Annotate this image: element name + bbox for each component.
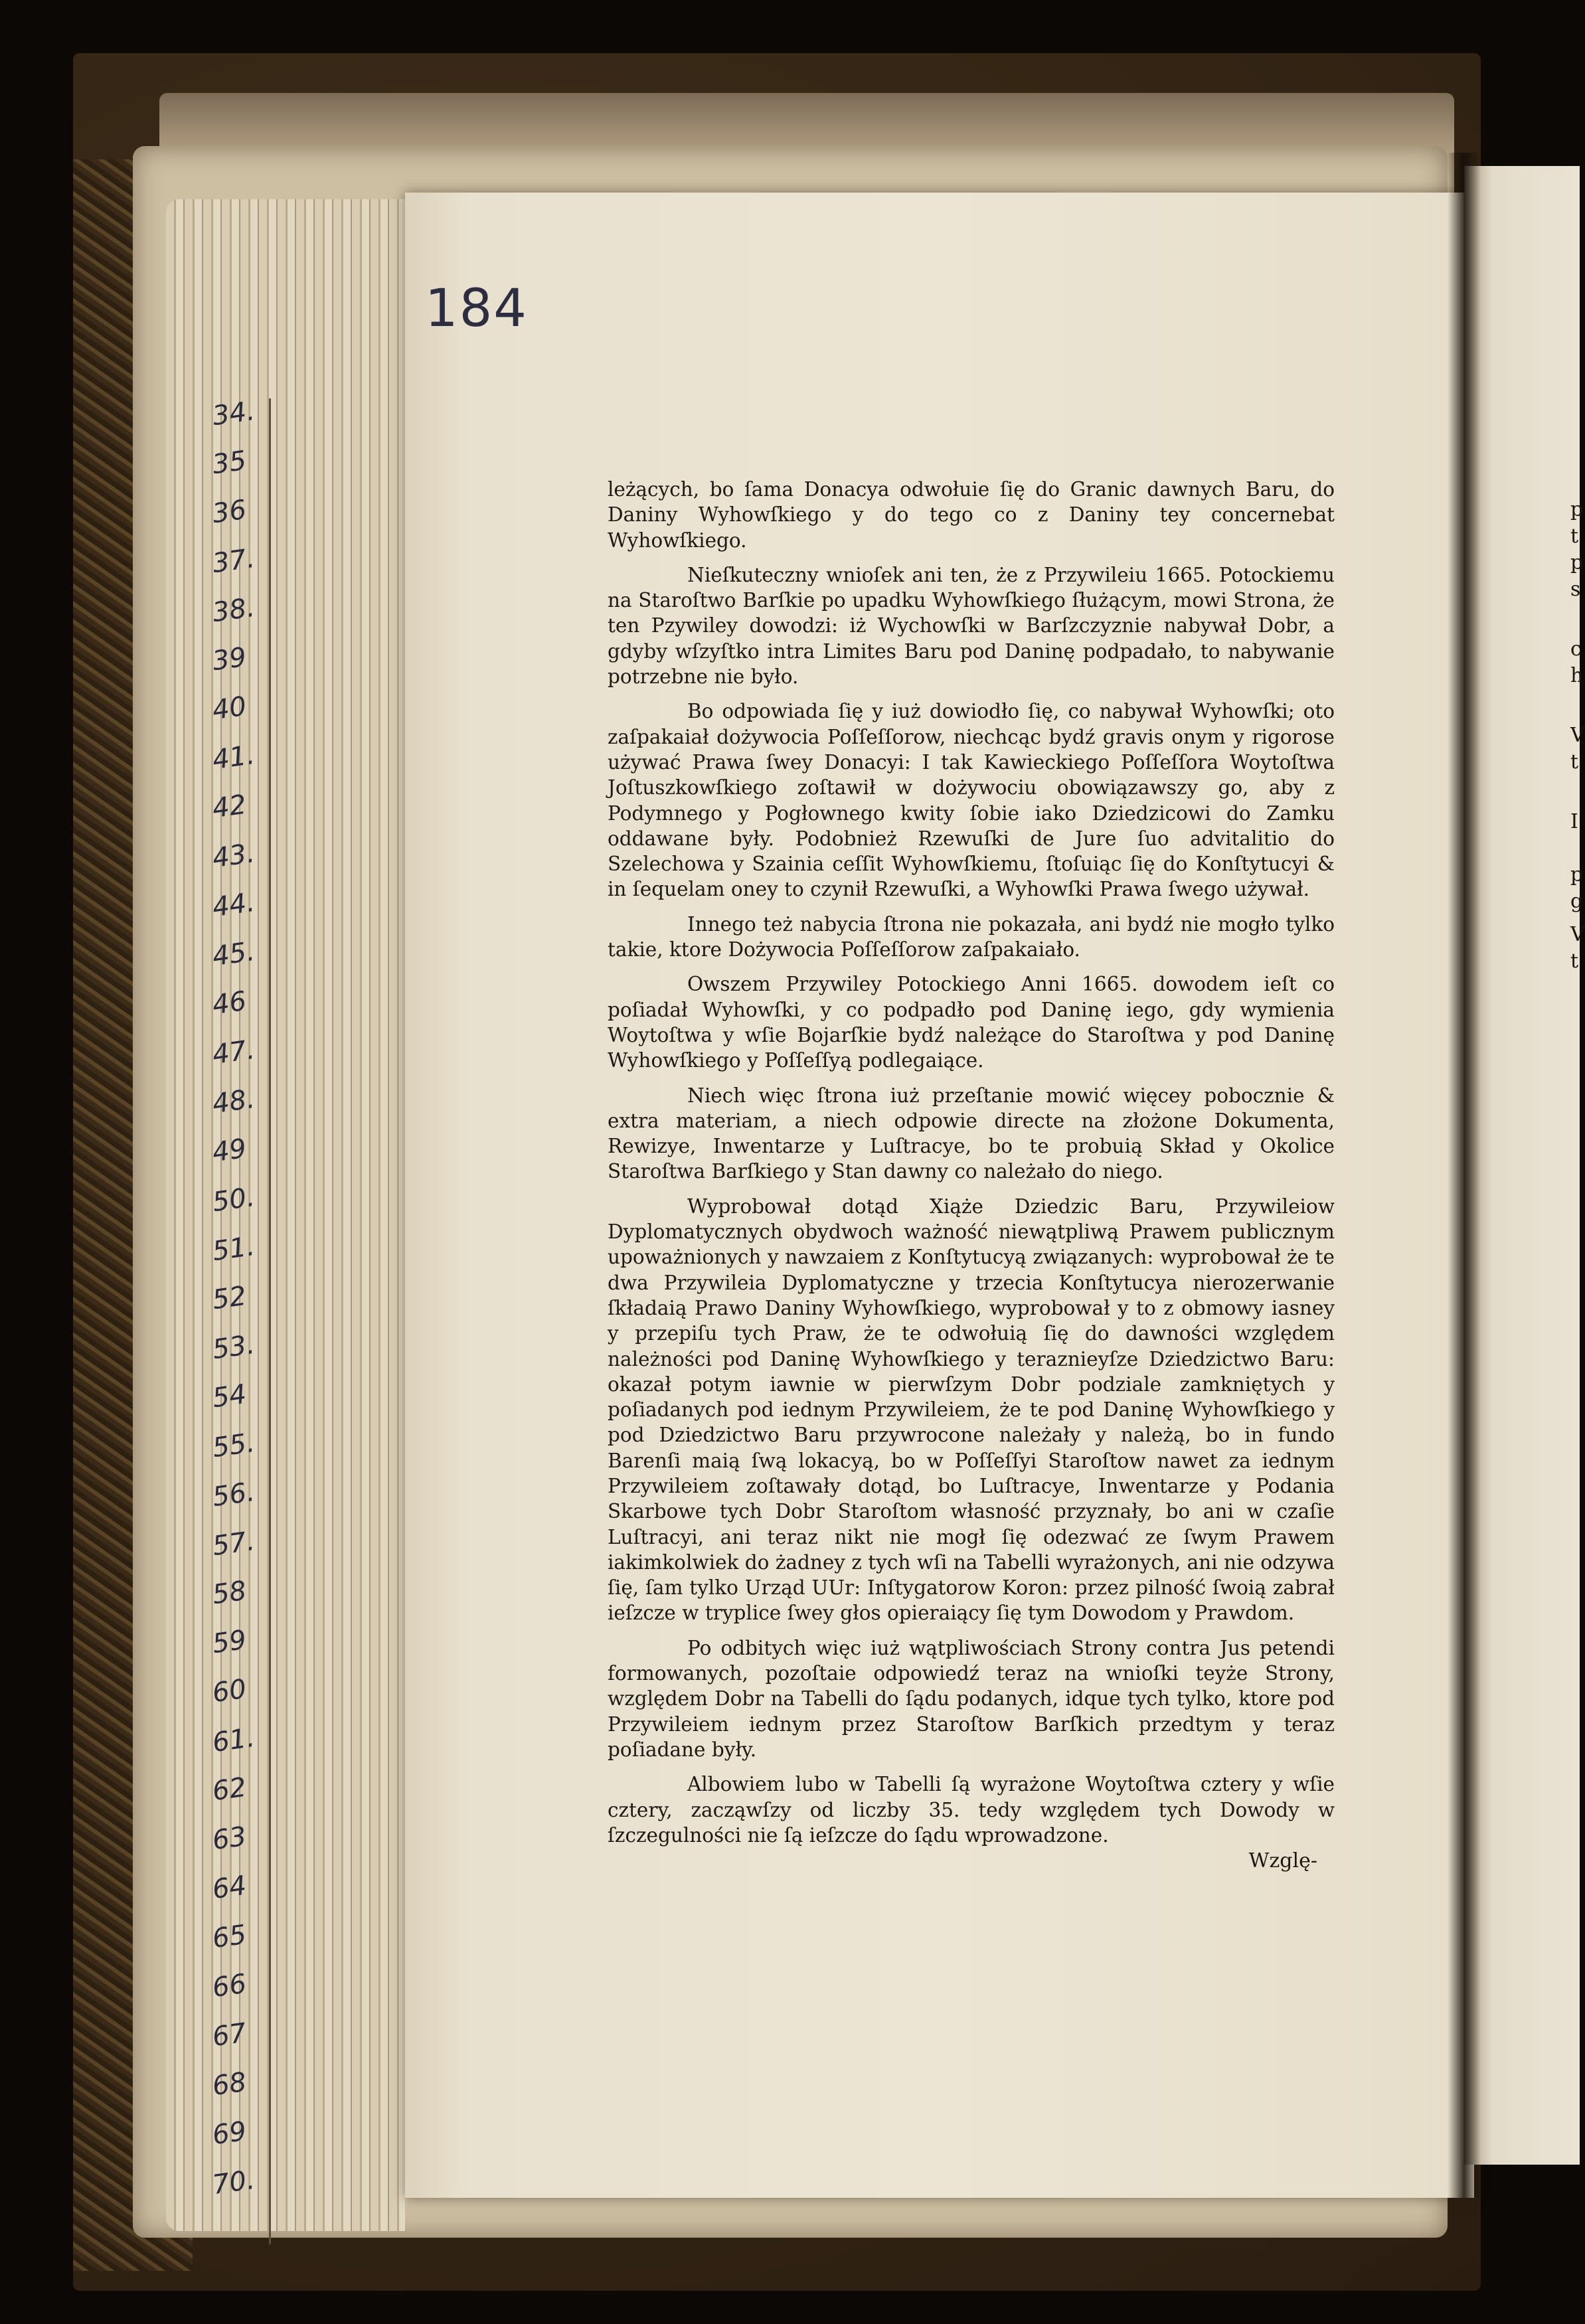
margin-tab-number: 43. (210, 837, 257, 874)
margin-tab-number: 69 (210, 2116, 248, 2151)
margin-tab-number: 57. (210, 1525, 257, 1562)
margin-tab-number: 47. (210, 1034, 257, 1071)
facing-page-letter: p (1570, 551, 1584, 574)
body-text (608, 477, 1335, 1857)
facing-page-letter: t (1570, 525, 1579, 548)
margin-tab-number: 44. (210, 886, 257, 924)
folio-number: 184 (425, 279, 528, 339)
paragraph: Nieſkuteczny wnioſek ani ten, że z Przywileiu 1665. Potockiemu na Staroſtwo Barſkie po upadku Wyhowſkiego ſłużącym, mowi Strona, że ten Pzywiley dowodzi: iż Wychowſki w Barſzczyznie nabywał Dobr, a gdyby wſzyſtko intra Limites Baru pod Daninę podpadało, to nabywanie potrzebne nie było. (608, 563, 1335, 689)
margin-tab-number: 52 (210, 1280, 248, 1316)
facing-page-letter: c (1570, 637, 1582, 661)
margin-tab-number: 70. (210, 2164, 257, 2201)
paragraph: Niech więc ſtrona iuż przeſtanie mowić więcey pobocznie & extra materiam, a niech odpowie directe na złożone Dokumenta, Rewizye, Inwentarze y Luſtracye, bo te probuią Skład y Okolice Staroſtwa Barſkiego y Stan dawny co należało do niego. (608, 1084, 1335, 1183)
paragraph: Innego też nabycia ſtrona nie pokazała, ani bydź nie mogło tylko takie, ktore Dożywocia Poſſeſſorow zaſpakaiało. (608, 912, 1335, 961)
paragraph: Owszem Przywiley Potockiego Anni 1665. dowodem ieſt co poſiadał Wyhowſki, y co podpadło pod Daninę iego, gdy wymienia Woytoſtwa y wſie Bojarſkie bydź należące do Staroſtwa y pod Daninę Wyhowſkiego y Poſſeſſyą podlegaiące. (608, 973, 1335, 1072)
margin-tab-number: 60 (210, 1673, 248, 1709)
paragraph: leżących, bo ſama Donacya odwołuie ſię do Granic dawnych Baru, do Daniny Wyhowſkiego y do tego co z Daniny tey concernebat Wyhowſkiego. (608, 478, 1335, 552)
margin-tab-number: 37. (210, 542, 257, 580)
margin-tab-number: 49 (210, 1133, 248, 1169)
facing-page-letter: t (1570, 950, 1579, 973)
margin-tab-number: 66 (210, 1968, 248, 2004)
paragraph: Wyprobował dotąd Xiąże Dziedzic Baru, Przywileiow Dyplomatycznych obydwoch ważność niewątpliwą Prawem publicznym upoważnionych y nawzaiem z Konſtytucyą związanych: wyprobował że te dwa Przywileia Dyplomatyczne y trzecia Konſtytucya nierozerwanie ſkładaią Prawo Daniny Wyhowſkiego, wyprobował y to z obmowy iasney y przepiſu tych Praw, że te odwołuią ſię do dawności względem należności pod Daninę Wyhowſkiego y teraznieyſze Dziedzictwo Baru: okazał potym iawnie w pierwſzym Dobr podziale zamkniętych y poſiadanych pod iednym Przywileiem, że te pod Daninę Wyhowſkiego y pod Dziedzictwo Baru przywrocone należały y należą, bo in fundo Barenſi maią ſwą lokacyą, bo w Poſſeſſyi Staroſtow nawet za iednym Przywileiem zoſtawały dotąd, bo Luſtracye, Inwentarze y Podania Skarbowe tych Dobr Staroſtom własność przyznały, bo ani w czaſie Luſtracyi, ani teraz nikt nie mogł ſię odezwać ze ſwym Prawem iakimkolwiek do żadney z tych wſi na Tabelli wyrażonych, ani nie odzywa ſię, ſam tylko Urząd UUr: Inſtygatorow Koron: przez pilność ſwoią zabrał ieſzcze w tryplice ſwey głos opieraiący ſię tym Dowodom y Prawdom. (608, 1195, 1335, 1625)
facing-page-letter: V (1570, 724, 1585, 747)
margin-tab-number: 65 (210, 1919, 248, 1955)
margin-tab-number: 58 (210, 1575, 248, 1611)
facing-page-letter: h (1570, 664, 1584, 687)
facing-page-letter: p (1570, 863, 1584, 886)
margin-tab-number: 42 (210, 789, 248, 825)
margin-tab-number: 45. (210, 936, 257, 973)
tab-divider-line (269, 398, 271, 2244)
catchword: Wzglę- (1248, 1849, 1317, 1872)
margin-tab-number: 63 (210, 1821, 248, 1857)
margin-tab-number: 35 (210, 445, 248, 481)
margin-tab-number: 40 (210, 691, 248, 726)
margin-tab-number: 54 (210, 1378, 248, 1414)
margin-tab-number: 53. (210, 1329, 257, 1366)
margin-tab-number: 48. (210, 1083, 257, 1120)
facing-page-letter: I (1570, 810, 1578, 833)
margin-tab-number: 38. (210, 592, 257, 629)
paragraph: Bo odpowiada ſię y iuż dowiodło ſię, co nabywał Wyhowſki; oto zaſpakaiał dożywocia Poſſeſſorow, niechcąc bydź gravis onym y rigorose używać Prawa ſwey Donacyi: I tak Kawieckiego Poſſeſſora Woytoſtwa Joſtuszkowſkiego zoſtawił w dożywociu obowiązawszy go, aby z Podymnego y Pogłownego kwity ſobie iako Dziedzicowi do Zamku oddawane były. Podobnież Rzewuſki de Jure ſuo advitalitio do Szelechowa y Szainia ceſſit Wyhowſkiemu, ſtoſuiąc ſię do Konſtytucyi & in ſequelam oney to czynił Rzewuſki, a Wyhowſki Prawa ſwego używał. (608, 700, 1335, 901)
facing-page-edge (1464, 166, 1580, 2165)
margin-tab-column (199, 395, 319, 2244)
margin-tab-number: 34. (210, 395, 257, 432)
margin-tab-number: 68 (210, 2066, 248, 2102)
paragraph: Po odbitych więc iuż wątpliwościach Strony contra Jus petendi formowanych, pozoſtaie odpowiedź teraz na wnioſki teyże Strony, względem Dobr na Tabelli do ſądu podanych, idque tych tylko, ktore pod Przywileiem iednym przez Staroſtow Barſkich przedtym y teraz poſiadane były. (608, 1636, 1335, 1761)
facing-page-letter: t (1570, 750, 1579, 774)
facing-page-letter: p (1570, 498, 1584, 521)
paragraph: Albowiem lubo w Tabelli ſą wyrażone Woytoſtwa cztery y wſie cztery, zacząwſzy od liczby 35. tedy względem tych Dowody w ſzczegulności nie ſą ieſzcze do ſądu wprowadzone. (608, 1773, 1335, 1847)
margin-tab-number: 36 (210, 494, 248, 530)
facing-page-letter: g (1570, 890, 1584, 913)
margin-tab-number: 39 (210, 641, 248, 677)
facing-page-letter: V (1570, 923, 1585, 946)
margin-tab-number: 55. (210, 1427, 257, 1464)
spine-shadow (1448, 153, 1481, 2198)
margin-tab-number: 59 (210, 1624, 248, 1660)
margin-tab-number: 62 (210, 1772, 248, 1807)
margin-tab-number: 50. (210, 1181, 257, 1218)
margin-tab-number: 64 (210, 1870, 248, 1906)
margin-tab-number: 67 (210, 2017, 248, 2053)
margin-tab-number: 51. (210, 1230, 257, 1268)
margin-tab-number: 41. (210, 739, 257, 776)
margin-tab-number: 46 (210, 985, 248, 1021)
margin-tab-number: 56. (210, 1476, 257, 1513)
facing-page-letter: s (1570, 578, 1581, 601)
margin-tab-number: 61. (210, 1722, 257, 1759)
